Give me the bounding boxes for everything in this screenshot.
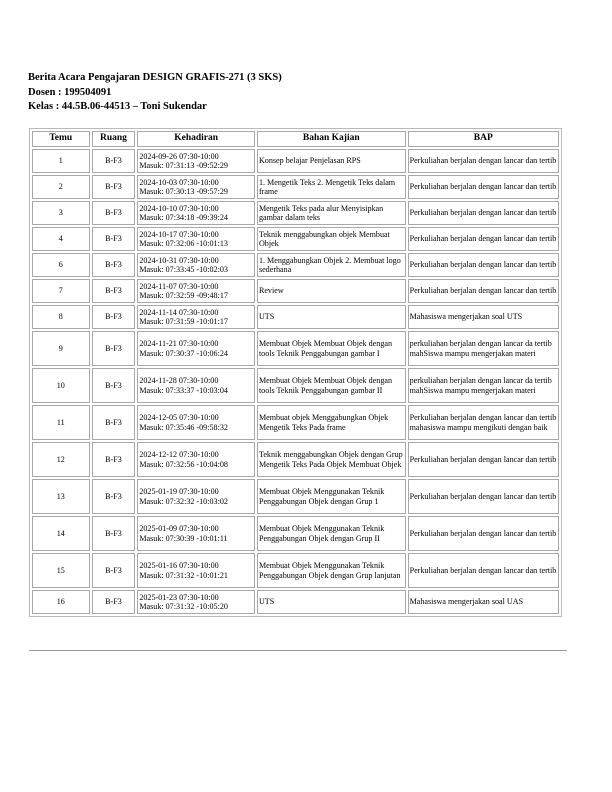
cell-kehadiran [137,405,255,440]
cell-temu: 1 [32,149,90,173]
cell-ruang: B-F3 [92,201,136,225]
table-body [32,149,559,614]
checkin-time: Masuk: 07:34:18 -09:39:24 [139,213,228,222]
cell-bahan-kajian: Konsep belajar Penjelasan RPS [257,149,406,173]
checkin-time: Masuk: 07:30:37 -10:06:24 [139,348,228,358]
cell-ruang: B-F3 [92,279,136,303]
table-row [32,368,559,403]
column-header-temu: Temu [32,131,90,147]
cell-kehadiran [137,516,255,551]
column-header-bap: BAP [408,131,559,147]
session-time: 2025-01-19 07:30-10:00 [139,487,219,497]
session-time: 2024-11-21 07:30-10:00 [139,339,219,349]
checkin-time: Masuk: 07:30:13 -09:57:29 [139,187,228,196]
table-row [32,253,559,277]
cell-temu: 4 [32,227,90,251]
document-header [28,71,282,115]
cell-ruang: B-F3 [92,175,136,199]
cell-bahan-kajian: Membuat Objek Menggunakan Teknik Penggabungan Objek dengan Grup II [257,516,406,551]
cell-bap: perkuliahan berjalan dengan lancar da tertib mahSiswa mampu mengerjakan materi [408,368,559,403]
table-row [32,279,559,303]
session-time: 2024-10-10 07:30-10:00 [139,203,219,213]
cell-kehadiran [137,590,255,614]
cell-temu: 2 [32,175,90,199]
cell-bap: Perkuliahan berjalan dengan lancar dan tertib [408,479,559,514]
cell-kehadiran [137,149,255,173]
cell-bap: Perkuliahan berjalan dengan lancar dan tertib [408,553,559,588]
cell-bahan-kajian: Membuat Objek Menggunakan Teknik Penggabungan Objek dengan Grup lanjutan [257,553,406,588]
cell-temu: 13 [32,479,90,514]
checkin-time: Masuk: 07:31:32 -10:01:21 [139,570,228,580]
cell-bahan-kajian: Review [257,279,406,303]
cell-bahan-kajian: Teknik menggabungkan Objek dengan Grup Mengetik Teks Pada Objek Membuat Objek [257,442,406,477]
cell-kehadiran [137,368,255,403]
lecturer-id: Dosen : 199504091 [28,86,112,98]
cell-kehadiran [137,279,255,303]
cell-kehadiran [137,305,255,329]
table-row [32,149,559,173]
cell-bap: Perkuliahan berjalan dengan lancar dan tertib [408,279,559,303]
session-time: 2025-01-16 07:30-10:00 [139,561,219,571]
checkin-time: Masuk: 07:30:39 -10:01:11 [139,533,228,543]
cell-ruang: B-F3 [92,227,136,251]
cell-bap: Perkuliahan berjalan dengan lancar dan tertib [408,516,559,551]
cell-temu: 10 [32,368,90,403]
cell-bahan-kajian: UTS [257,590,406,614]
cell-bahan-kajian: UTS [257,305,406,329]
cell-temu: 9 [32,331,90,366]
cell-ruang: B-F3 [92,253,136,277]
cell-ruang: B-F3 [92,331,136,366]
cell-bap: Perkuliahan berjalan dengan lancar dan tertib mahasiswa mampu mengikuti dengan baik [408,405,559,440]
cell-kehadiran [137,253,255,277]
cell-bap: Perkuliahan berjalan dengan lancar dan tertib [408,149,559,173]
cell-ruang: B-F3 [92,368,136,403]
checkin-time: Masuk: 07:32:32 -10:03:02 [139,496,228,506]
cell-bap: Perkuliahan berjalan dengan lancar dan tertib [408,253,559,277]
checkin-time: Masuk: 07:31:59 -10:01:17 [139,317,228,326]
cell-kehadiran [137,175,255,199]
cell-bahan-kajian: Teknik menggabungkan objek Membuat Objek [257,227,406,251]
session-time: 2025-01-23 07:30-10:00 [139,592,219,602]
cell-temu: 3 [32,201,90,225]
table-row [32,175,559,199]
cell-bap: Perkuliahan berjalan dengan lancar dan tertib [408,175,559,199]
checkin-time: Masuk: 07:32:06 -10:01:13 [139,239,228,248]
checkin-time: Masuk: 07:32:56 -10:04:08 [139,459,228,469]
cell-ruang: B-F3 [92,405,136,440]
cell-temu: 7 [32,279,90,303]
table-row [32,405,559,440]
session-time: 2024-10-03 07:30-10:00 [139,177,219,187]
table-row [32,590,559,614]
session-time: 2024-11-28 07:30-10:00 [139,376,219,386]
cell-temu: 12 [32,442,90,477]
cell-bap: Perkuliahan berjalan dengan lancar dan tertib [408,442,559,477]
table-header-row [32,131,559,147]
table-row [32,305,559,329]
session-time: 2024-10-17 07:30-10:00 [139,229,219,239]
cell-ruang: B-F3 [92,590,136,614]
cell-ruang: B-F3 [92,442,136,477]
cell-bahan-kajian: Membuat objek Menggabungkan Objek Mengetik Teks Pada frame [257,405,406,440]
table-row [32,516,559,551]
table-row [32,442,559,477]
cell-bap: perkuliahan berjalan dengan lancar da tertib mahSiswa mampu mengerjakan materi [408,331,559,366]
cell-bap: Mahasiswa mengerjakan soal UTS [408,305,559,329]
checkin-time: Masuk: 07:33:45 -10:02:03 [139,265,228,274]
session-time: 2025-01-09 07:30-10:00 [139,524,219,534]
cell-bahan-kajian: Membuat Objek Membuat Objek dengan tools Teknik Penggabungan gambar I [257,331,406,366]
cell-ruang: B-F3 [92,149,136,173]
cell-bahan-kajian: 1. Menggabungkan Objek 2. Membuat logo sederhana [257,253,406,277]
table-row [32,479,559,514]
cell-ruang: B-F3 [92,516,136,551]
session-time: 2024-09-26 07:30-10:00 [139,151,219,161]
session-time: 2024-12-05 07:30-10:00 [139,413,219,423]
cell-temu: 6 [32,253,90,277]
cell-temu: 8 [32,305,90,329]
column-header-ruang: Ruang [92,131,136,147]
cell-temu: 14 [32,516,90,551]
column-header-kehadiran: Kehadiran [137,131,255,147]
cell-bahan-kajian: Membuat Objek Membuat Objek dengan tools Teknik Penggabungan gambar II [257,368,406,403]
cell-kehadiran [137,227,255,251]
session-time: 2024-10-31 07:30-10:00 [139,255,219,265]
cell-ruang: B-F3 [92,553,136,588]
cell-kehadiran [137,553,255,588]
class-info: Kelas : 44.5B.06-44513 – Toni Sukendar [28,101,207,112]
cell-ruang: B-F3 [92,305,136,329]
cell-temu: 11 [32,405,90,440]
checkin-time: Masuk: 07:31:32 -10:05:20 [139,602,228,611]
divider [29,650,567,651]
cell-temu: 15 [32,553,90,588]
cell-bahan-kajian: Membuat Objek Menggunakan Teknik Penggabungan Objek dengan Grup 1 [257,479,406,514]
cell-bap: Mahasiswa mengerjakan soal UAS [408,590,559,614]
checkin-time: Masuk: 07:35:46 -09:58:32 [139,422,228,432]
table-row [32,331,559,366]
column-header-bahan-kajian: Bahan Kajian [257,131,406,147]
attendance-table [29,128,562,617]
cell-temu: 16 [32,590,90,614]
checkin-time: Masuk: 07:33:37 -10:03:04 [139,385,228,395]
cell-bap: Perkuliahan berjalan dengan lancar dan tertib [408,227,559,251]
table-row [32,553,559,588]
cell-kehadiran [137,442,255,477]
cell-kehadiran [137,201,255,225]
cell-bahan-kajian: 1. Mengetik Teks 2. Mengetik Teks dalam frame [257,175,406,199]
cell-kehadiran [137,331,255,366]
checkin-time: Masuk: 07:31:13 -09:52:29 [139,161,228,170]
checkin-time: Masuk: 07:32:59 -09:48:17 [139,291,228,300]
cell-kehadiran [137,479,255,514]
session-time: 2024-11-07 07:30-10:00 [139,281,219,291]
table-row [32,201,559,225]
cell-ruang: B-F3 [92,479,136,514]
cell-bap: Perkuliahan berjalan dengan lancar dan tertib [408,201,559,225]
cell-bahan-kajian: Mengetik Teks pada alur Menyisipkan gambar dalam teks [257,201,406,225]
table-row [32,227,559,251]
document-title: Berita Acara Pengajaran DESIGN GRAFIS-271 (3 SKS) [28,72,282,83]
session-time: 2024-12-12 07:30-10:00 [139,450,219,460]
session-time: 2024-11-14 07:30-10:00 [139,307,219,317]
